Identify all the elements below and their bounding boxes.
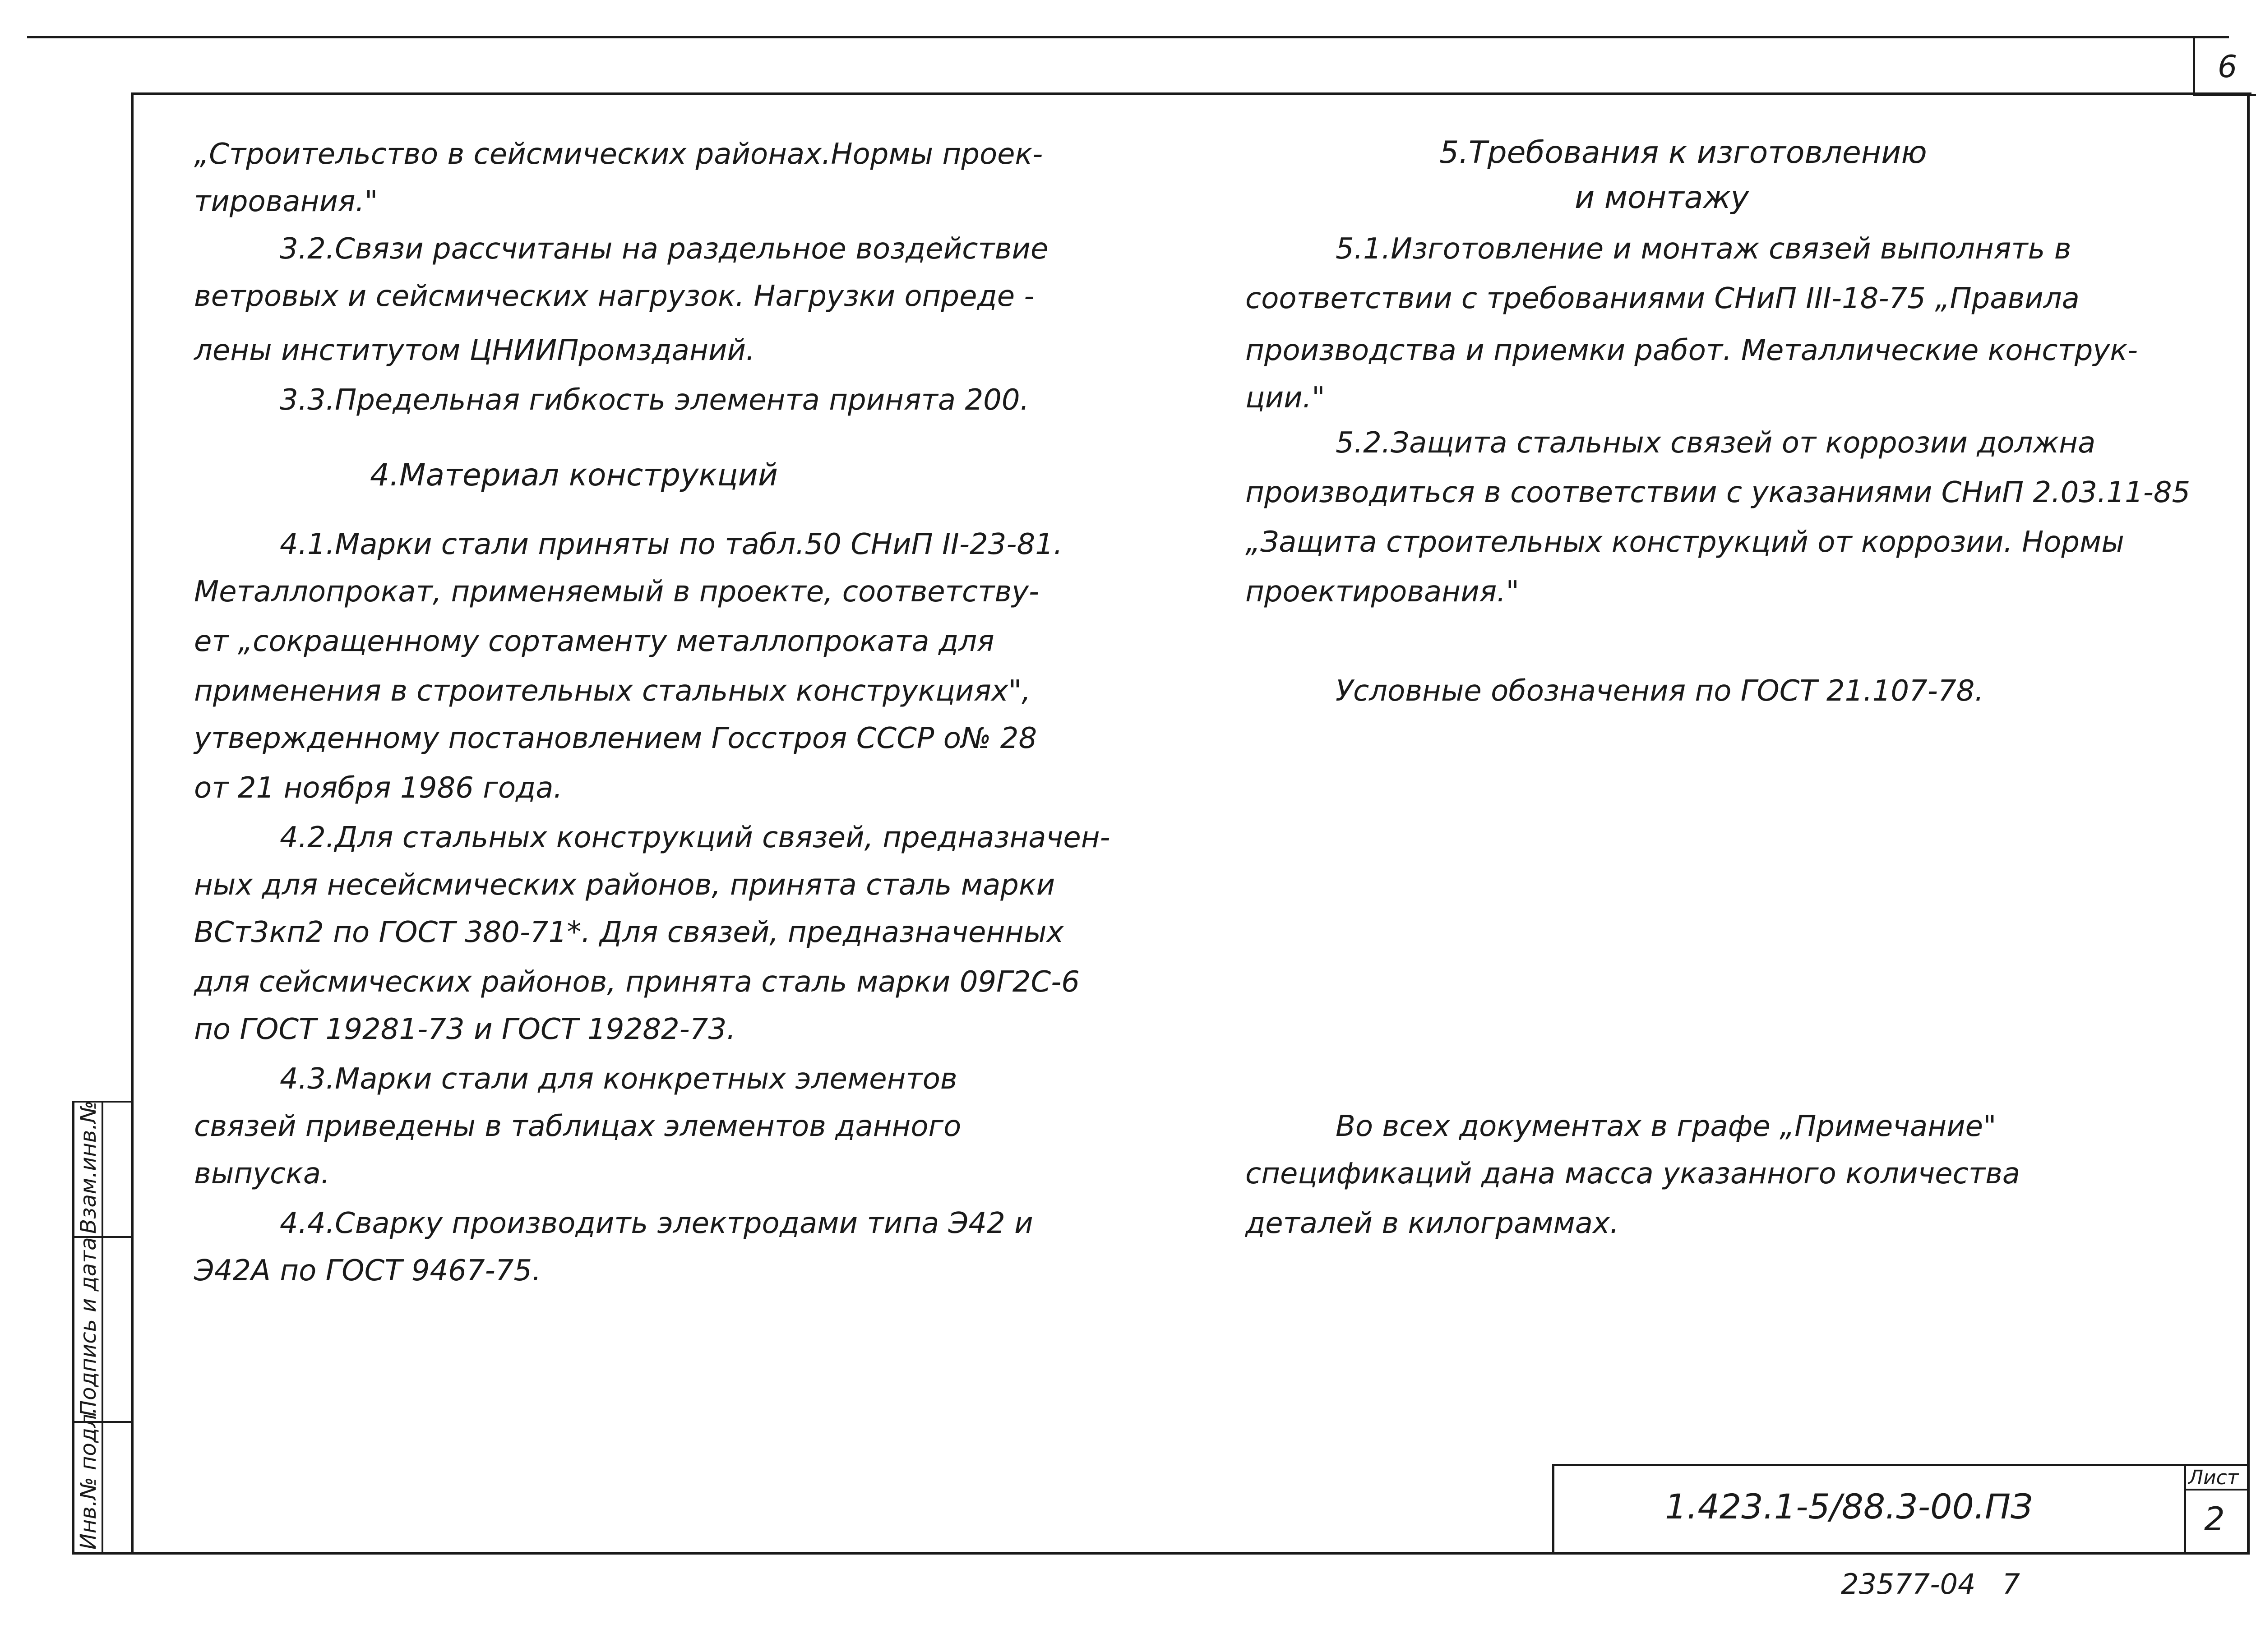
left-line: лены институтом ЦНИИПромзданий. [194, 334, 755, 367]
right-line: проектирования." [1245, 575, 1519, 609]
left-line: ветровых и сейсмических нагрузок. Нагрузки опреде - [194, 280, 1035, 313]
left-line: 4.4.Сварку производить электродами типа Э42 и [280, 1207, 1033, 1240]
right-line: ции." [1245, 381, 1325, 415]
left-line: 4.1.Марки стали приняты по табл.50 СНиП II-23-81. [280, 528, 1063, 561]
side-stamp-inv-orig: Инв.№ подл. [76, 1407, 101, 1550]
left-line: 3.3.Предельная гибкость элемента принята 200. [280, 383, 1029, 417]
page-number: 6 [2218, 49, 2238, 85]
frame-right [2247, 92, 2250, 1554]
mass-note-line: Во всех документах в графе „Примечание" [1336, 1110, 1997, 1143]
frame-bottom [72, 1552, 2250, 1555]
top-rule [27, 36, 2229, 38]
right-line: 5.2.Защита стальных связей от коррозии должна [1336, 426, 2096, 460]
sheet-number: 2 [2204, 1500, 2225, 1538]
left-line: связей приведены в таблицах элементов данного [194, 1110, 962, 1143]
page-number-box-left [2193, 36, 2195, 95]
right-line: производства и приемки работ. Металлические конструк- [1245, 334, 2138, 367]
side-stamp-signature-date: Подпись и дата [76, 1237, 101, 1417]
left-line: ВСт3кп2 по ГОСТ 380-71*. Для связей, предназначенных [194, 916, 1064, 949]
frame-left [131, 92, 134, 1554]
left-line: тирования." [194, 185, 378, 218]
left-line: 3.2.Связи рассчитаны на раздельное воздействие [280, 232, 1049, 266]
left-line: Металлопрокат, применяемый в проекте, соответству- [194, 575, 1040, 609]
section-5-title: 5.Требования к изготовлению [1439, 135, 1927, 171]
sheet-label: Лист [2188, 1466, 2239, 1489]
bottom-code: 23577-04 7 [1841, 1568, 2020, 1601]
left-line: 4.2.Для стальных конструкций связей, предназначен- [280, 821, 1110, 854]
right-line: 5.1.Изготовление и монтаж связей выполнять в [1336, 232, 2071, 266]
left-line: выпуска. [194, 1157, 330, 1191]
document-designation: 1.423.1-5/88.3-00.ПЗ [1665, 1486, 2033, 1527]
side-stamp-inv-replace: Взам.инв.№ [76, 1100, 101, 1234]
frame-top [131, 92, 2251, 95]
stamp-top [1552, 1464, 2249, 1466]
mass-note-line: спецификаций дана масса указанного количества [1245, 1157, 2020, 1191]
left-line: для сейсмических районов, принята сталь марки 09Г2С-6 [194, 965, 1080, 999]
stamp-sheet-left [2184, 1464, 2186, 1554]
section-5-title-cont: и монтажу [1575, 180, 1749, 216]
stamp-left [1552, 1464, 1554, 1554]
right-line: производиться в соответствии с указаниями СНиП 2.03.11-85 [1245, 476, 2191, 509]
left-line: Э42А по ГОСТ 9467-75. [194, 1254, 541, 1287]
right-line: „Защита строительных конструкций от коррозии. Нормы [1245, 526, 2124, 559]
mass-note-line: деталей в килограммах. [1245, 1207, 1619, 1240]
left-line: по ГОСТ 19281-73 и ГОСТ 19282-73. [194, 1013, 736, 1046]
left-line: от 21 ноября 1986 года. [194, 771, 563, 805]
left-line: утвержденному постановлением Госстроя СССР о№ 28 [194, 722, 1037, 755]
section-4-title: 4.Материал конструкций [370, 457, 778, 493]
right-line: соответствии с требованиями СНиП III-18-75 „Правила [1245, 282, 2080, 315]
left-line: ных для несейсмических районов, принята сталь марки [194, 868, 1055, 902]
side-stamp-mid [102, 1101, 103, 1554]
left-line: „Строительство в сейсмических районах.Нормы проек- [194, 138, 1043, 171]
left-line: применения в строительных стальных конструкциях", [194, 674, 1031, 708]
legend-note: Условные обозначения по ГОСТ 21.107-78. [1336, 674, 1984, 708]
left-line: 4.3.Марки стали для конкретных элементов [280, 1062, 957, 1096]
left-line: ет „сокращенному сортаменту металлопроката для [194, 625, 994, 658]
side-stamp-left [72, 1101, 74, 1554]
